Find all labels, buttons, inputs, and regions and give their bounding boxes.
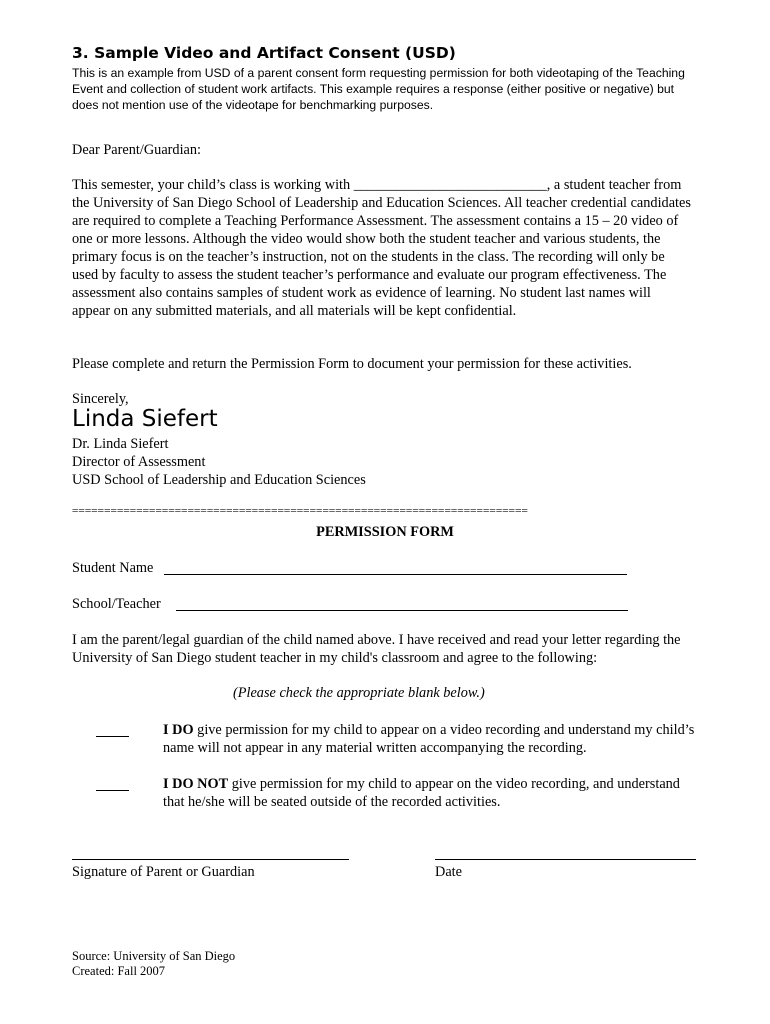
option-i-do-bold: I DO — [163, 722, 194, 738]
footer-source — [72, 949, 235, 979]
i-do-not-checkbox-blank[interactable] — [96, 790, 129, 791]
intro-note: This is an example from USD of a parent consent form requesting permission for both videotaping of the Teaching Event and collection of student work artifacts. This example requires a response (either positive or negative) but does not mention use of the videotape for benchmarking purposes. — [72, 66, 685, 112]
footer-created-line: Created: Fall 2007 — [72, 964, 166, 978]
option-i-do-not — [163, 775, 703, 811]
section-divider: ======================================================================= — [72, 505, 528, 517]
signer-org: USD School of Leadership and Education Sciences — [72, 472, 366, 488]
school-teacher-field[interactable] — [176, 610, 628, 611]
student-name-field[interactable] — [164, 574, 627, 575]
student-name-label: Student Name — [72, 560, 154, 576]
i-do-checkbox-blank[interactable] — [96, 736, 129, 737]
parent-signature-field[interactable] — [72, 859, 349, 860]
option-i-do-not-bold: I DO NOT — [163, 776, 229, 792]
option-i-do-text: give permission for my child to appear on a video recording and understand my child’s name will not appear in any material written accompanying the recording. — [163, 722, 695, 756]
option-i-do — [163, 721, 703, 757]
signer-block — [72, 435, 366, 489]
signature-script: Linda Siefert — [72, 406, 218, 432]
option-i-do-not-text: give permission for my child to appear on the video recording, and understand that he/she will be seated outside of the recorded activities. — [163, 776, 680, 810]
salutation: Dear Parent/Guardian: — [72, 142, 202, 158]
date-label: Date — [435, 864, 462, 880]
guardian-statement: I am the parent/legal guardian of the child named above. I have received and read your letter regarding the University of San Diego student teacher in my child's classroom and agree to the following: — [72, 632, 681, 666]
letter-closing: Sincerely, — [72, 391, 129, 407]
school-teacher-label: School/Teacher — [72, 596, 161, 612]
signature-label: Signature of Parent or Guardian — [72, 864, 255, 880]
permission-form-title: PERMISSION FORM — [316, 524, 454, 540]
letter-paragraph-2: Please complete and return the Permission Form to document your permission for these activities. — [72, 356, 632, 372]
signer-name: Dr. Linda Siefert — [72, 436, 169, 452]
date-field[interactable] — [435, 859, 696, 860]
signer-title: Director of Assessment — [72, 454, 206, 470]
footer-source-line: Source: University of San Diego — [72, 949, 236, 963]
document-heading: 3. Sample Video and Artifact Consent (USD) — [72, 44, 456, 62]
check-instruction: (Please check the appropriate blank below.) — [233, 685, 485, 701]
letter-paragraph-1: This semester, your child’s class is working with ___________________________, a student teacher from the University of San Diego School of Leadership and Education Sciences. All teacher credential candidates are required to complete a Teaching Performance Assessment. The assessment contains a 15 – 20 video of one or more lessons. Although the video would show both the student teacher and various students, the primary focus is on the teacher’s instruction, not on the students in the class. The recording will only be used by faculty to assess the student teacher’s performance and evaluate our program effectiveness. The assessment also contains samples of student work as evidence of learning. No student last names will appear on any submitted materials, and all materials will be kept confidential. — [72, 177, 691, 319]
